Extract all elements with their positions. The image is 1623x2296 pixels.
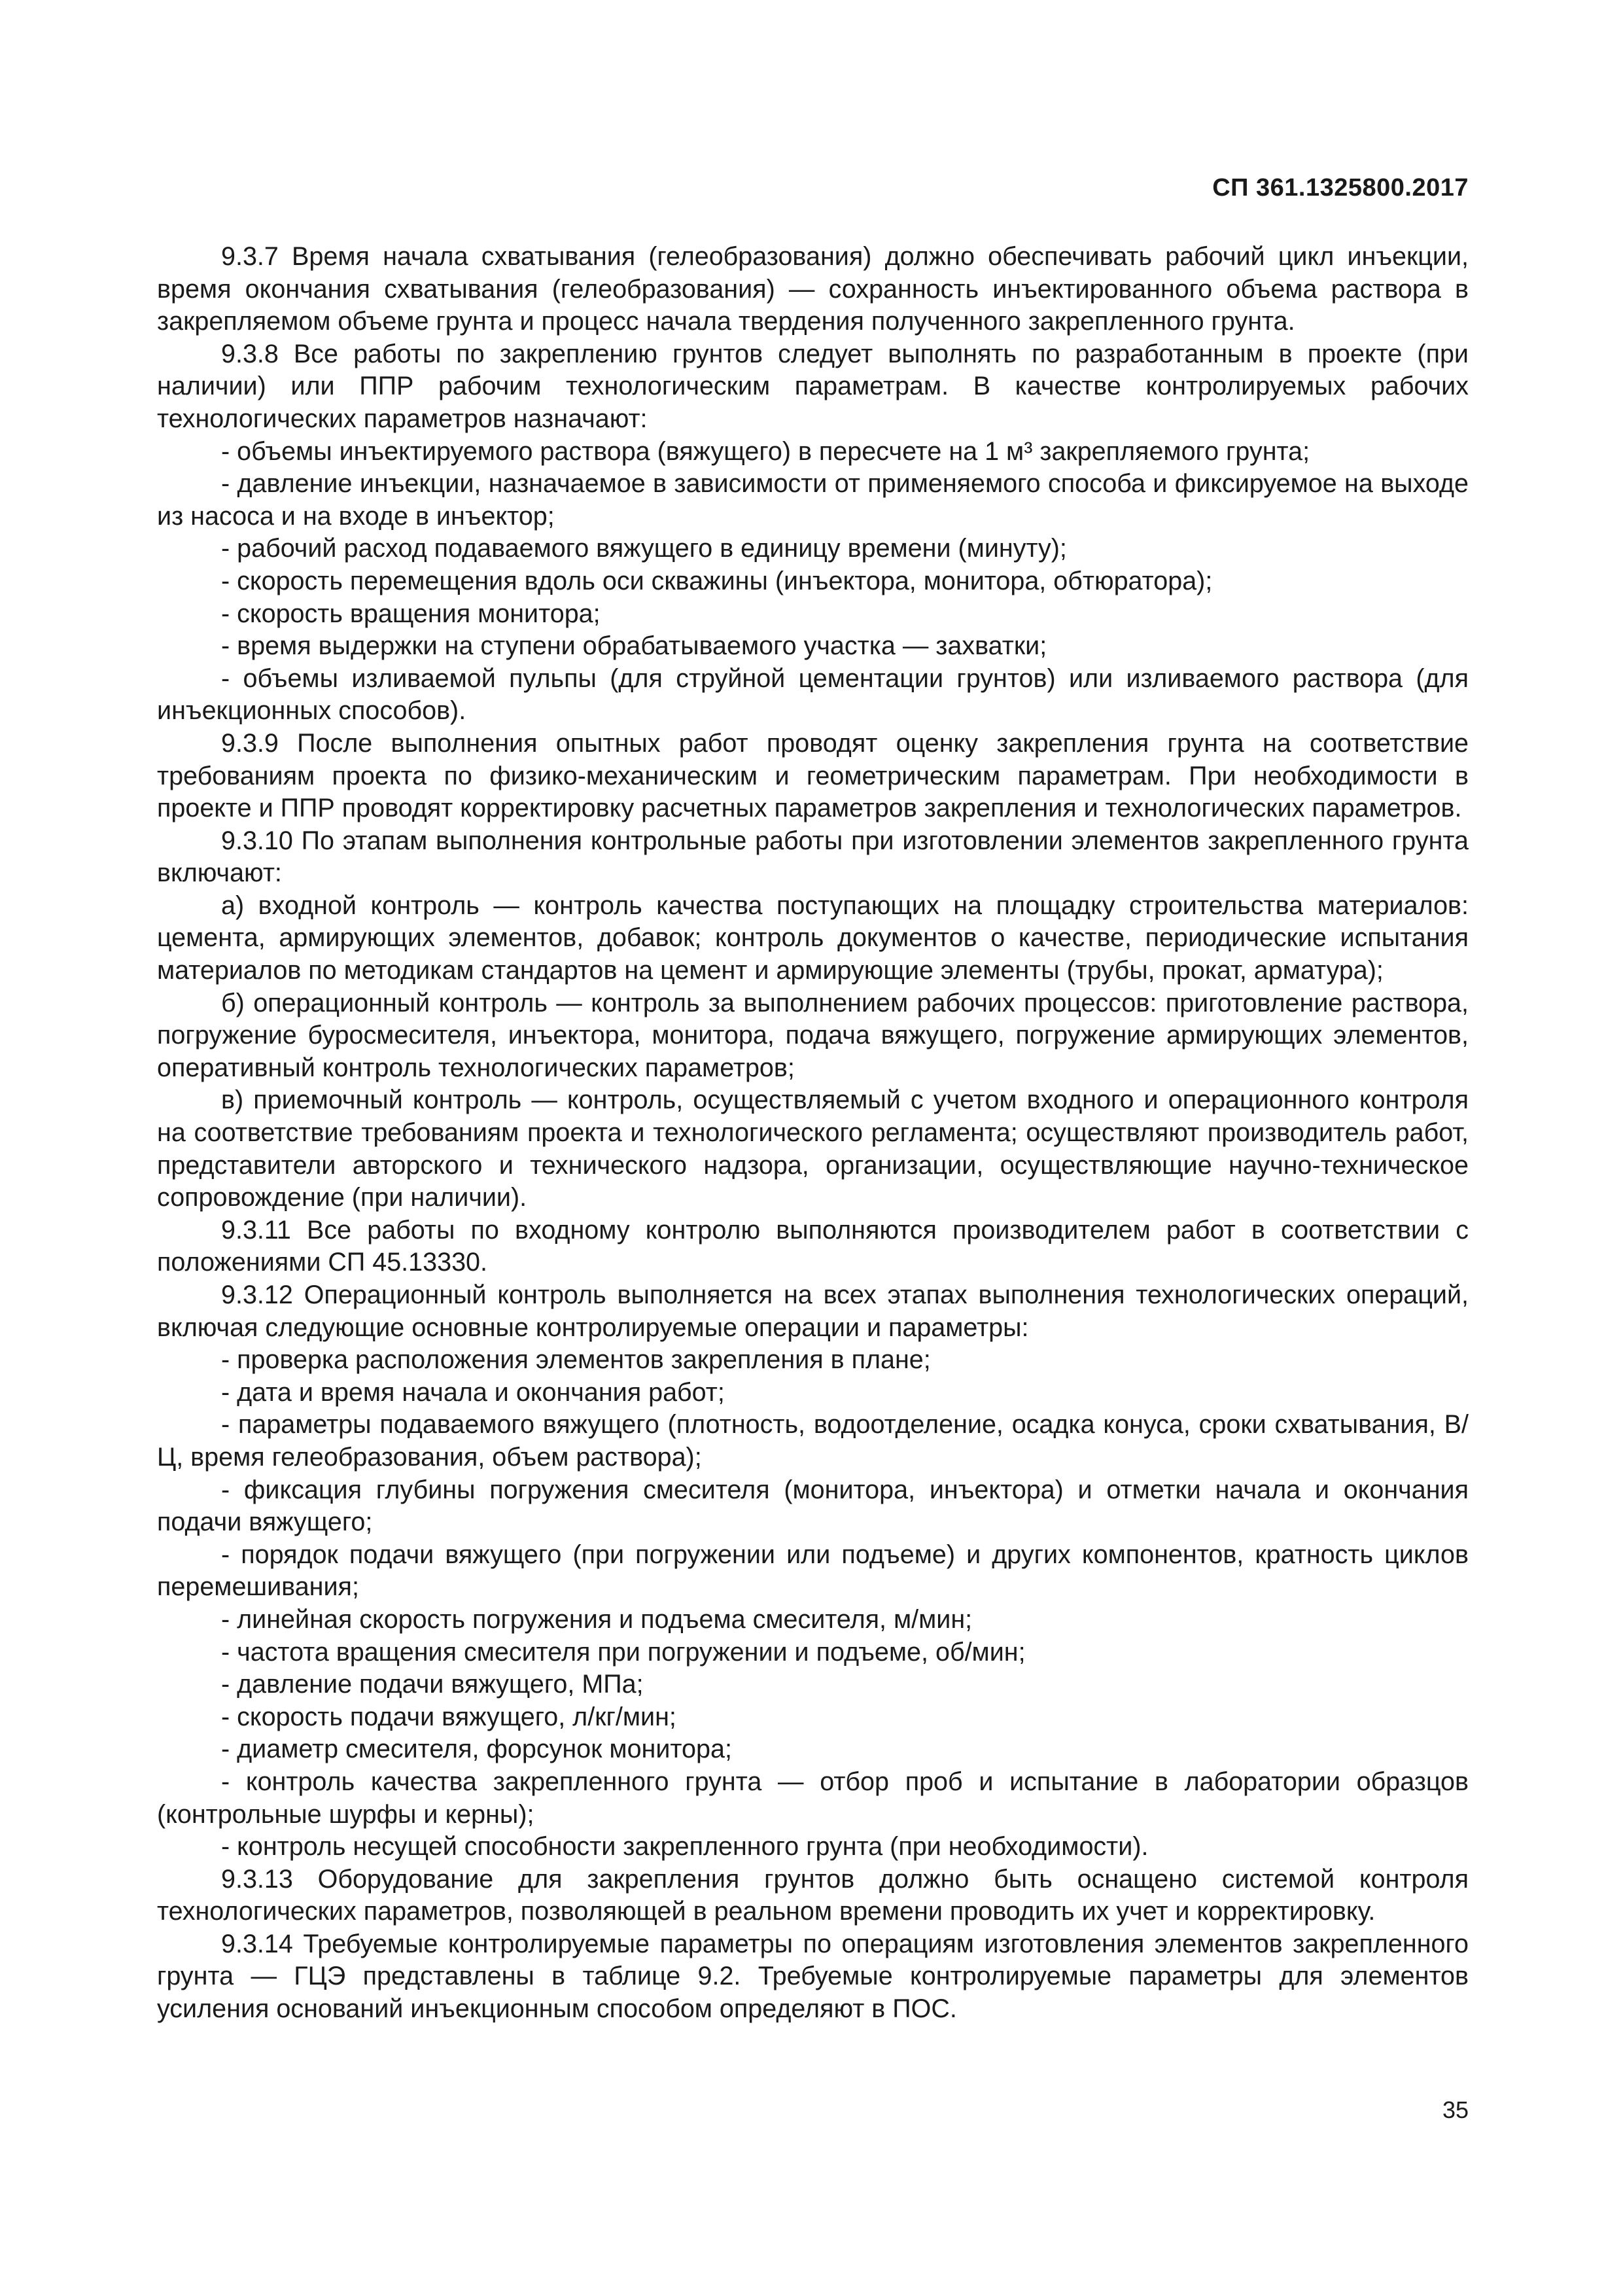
list-item: - объемы инъектируемого раствора (вяжущего) в пересчете на 1 м³ закрепляемого грунта; <box>221 436 1310 466</box>
list-item: - контроль качества закрепленного грунта — отбор проб и испытание в лаборатории образцов (контрольные шурфы и керны); <box>157 1767 1469 1829</box>
paragraph-9-3-11: 9.3.11 Все работы по входному контролю выполняются производителем работ в соответствии с положениями СП 45.13330. <box>157 1215 1469 1277</box>
document-code-header: СП 361.1325800.2017 <box>1212 174 1469 202</box>
list-item: - фиксация глубины погружения смесителя (монитора, инъектора) и отметки начала и окончания подачи вяжущего; <box>157 1475 1469 1537</box>
list-item: - диаметр смесителя, форсунок монитора; <box>221 1735 732 1764</box>
list-item: - проверка расположения элементов закрепления в плане; <box>221 1345 931 1375</box>
paragraph-9-3-12: 9.3.12 Операционный контроль выполняется на всех этапах выполнения технологических операций, включая следующие основные контролируемые операции и параметры: <box>157 1280 1469 1342</box>
list-item: - параметры подаваемого вяжущего (плотность, водоотделение, осадка конуса, сроки схватывания, В/Ц, время гелеобразования, объем раствора); <box>157 1410 1469 1472</box>
list-item: а) входной контроль — контроль качества поступающих на площадку строительства материалов: цемента, армирующих элементов, добавок; контроль документов о качестве, периодические испытания материалов по методикам стандартов на цемент и армирующие элементы (трубы, прокат, арматура); <box>157 891 1469 985</box>
list-item: - дата и время начала и окончания работ; <box>221 1377 725 1407</box>
body-text <box>157 241 1469 2026</box>
list-item: - давление инъекции, назначаемое в зависимости от применяемого способа и фиксируемое на выходе из насоса и на входе в инъектор; <box>157 469 1469 531</box>
list-item: - контроль несущей способности закрепленного грунта (при необходимости). <box>221 1832 1149 1862</box>
list-item: б) операционный контроль — контроль за выполнением рабочих процессов: приготовление раствора, погружение буросмесителя, инъектора, монитора, подача вяжущего, погружение армирующих элементов, оперативный контроль технологических параметров; <box>157 988 1469 1082</box>
list-item: - частота вращения смесителя при погружении и подъеме, об/мин; <box>221 1637 1026 1667</box>
paragraph-9-3-8: 9.3.8 Все работы по закреплению грунтов следует выполнять по разработанным в проекте (при наличии) или ППР рабочим технологическим параметрам. В качестве контролируемых рабочих технологических параметров назначают: <box>157 339 1469 433</box>
list-item: - время выдержки на ступени обрабатываемого участка — захватки; <box>221 631 1047 661</box>
list-item: - линейная скорость погружения и подъема смесителя, м/мин; <box>221 1604 973 1634</box>
paragraph-9-3-13: 9.3.13 Оборудование для закрепления грунтов должно быть оснащено системой контроля технологических параметров, позволяющей в реальном времени проводить их учет и корректировку. <box>157 1864 1469 1926</box>
paragraph-9-3-10: 9.3.10 По этапам выполнения контрольные работы при изготовлении элементов закрепленного грунта включают: <box>157 826 1469 888</box>
page-number: 35 <box>1442 2096 1469 2123</box>
list-item: - скорость вращения монитора; <box>221 599 601 628</box>
paragraph-9-3-14: 9.3.14 Требуемые контролируемые параметры по операциям изготовления элементов закрепленного грунта — ГЦЭ представлены в таблице 9.2. Требуемые контролируемые параметры для элементов усиления оснований инъекционным способом определяют в ПОС. <box>157 1929 1469 2024</box>
list-item: - объемы изливаемой пульпы (для струйной цементации грунтов) или изливаемого раствора (для инъекционных способов). <box>157 663 1469 726</box>
paragraph-9-3-7: 9.3.7 Время начала схватывания (гелеобразования) должно обеспечивать рабочий цикл инъекции, время окончания схватывания (гелеобразования) — сохранность инъектированного объема раствора в закрепляемом объеме грунта и процесс начала твердения полученного закрепленного грунта. <box>157 242 1469 336</box>
list-item: - скорость подачи вяжущего, л/кг/мин; <box>221 1702 676 1731</box>
paragraph-9-3-9: 9.3.9 После выполнения опытных работ проводят оценку закрепления грунта на соответствие требованиям проекта по физико-механическим и геометрическим параметрам. При необходимости в проекте и ППР проводят корректировку расчетных параметров закрепления и технологических параметров. <box>157 728 1469 823</box>
list-item: - рабочий расход подаваемого вяжущего в единицу времени (минуту); <box>221 534 1067 563</box>
list-item: - давление подачи вяжущего, МПа; <box>221 1670 644 1699</box>
list-item: - порядок подачи вяжущего (при погружении или подъеме) и других компонентов, кратность циклов перемешивания; <box>157 1540 1469 1602</box>
list-item: - скорость перемещения вдоль оси скважины (инъектора, монитора, обтюратора); <box>221 566 1213 595</box>
list-item: в) приемочный контроль — контроль, осуществляемый с учетом входного и операционного контроля на соответствие требованиям проекта и технологического регламента; осуществляют производитель работ, представители авторского и технического надзора, организации, осуществляющие научно-техническое сопровождение (при наличии). <box>157 1086 1469 1212</box>
